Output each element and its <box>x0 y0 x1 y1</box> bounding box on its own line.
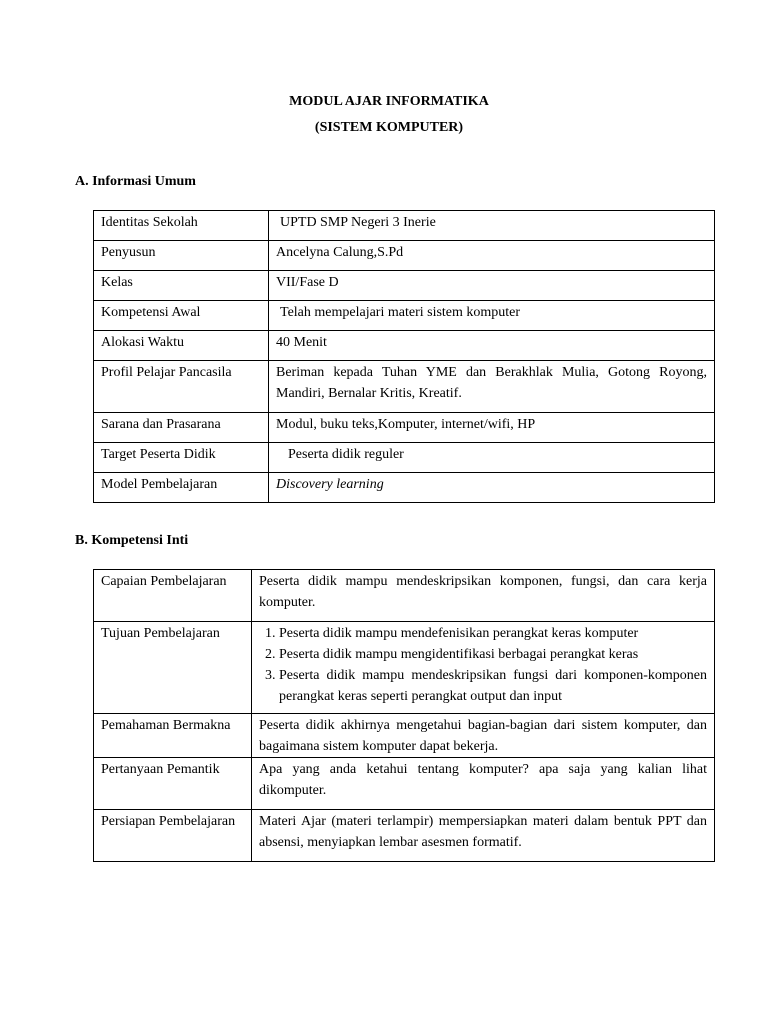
row-label-cell <box>94 443 269 473</box>
section-a-heading: A. Informasi Umum <box>75 174 196 189</box>
tujuan-list <box>259 623 707 707</box>
target-peserta-label: Target Peserta Didik <box>101 447 216 462</box>
pemahaman-value: Peserta didik akhirnya mengetahui bagian-bagian dari sistem komputer, dan bagaimana sistem komputer dapat bekerja. <box>259 718 707 754</box>
row-label-cell <box>94 361 269 413</box>
row-label-cell <box>94 211 269 241</box>
row-value-cell <box>252 810 715 862</box>
capaian-label: Capaian Pembelajaran <box>101 574 227 589</box>
sarana-prasarana-value: Modul, buku teks,Komputer, internet/wifi, HP <box>276 417 536 432</box>
penyusun-value: Ancelyna Calung,S.Pd <box>276 245 404 260</box>
capaian-value: Peserta didik mampu mendeskripsikan komponen, fungsi, dan cara kerja komputer. <box>259 574 707 610</box>
table-row <box>94 758 715 810</box>
table-row <box>94 714 715 758</box>
document-title: MODUL AJAR INFORMATIKA <box>289 94 489 109</box>
kelas-value: VII/Fase D <box>276 275 339 290</box>
informasi-umum-table <box>93 210 715 503</box>
row-label-cell <box>94 714 252 758</box>
row-value-cell <box>252 570 715 622</box>
row-label-cell <box>94 413 269 443</box>
table-row <box>94 301 715 331</box>
table-row <box>94 331 715 361</box>
row-value-cell <box>269 241 715 271</box>
row-label-cell <box>94 241 269 271</box>
alokasi-waktu-value: 40 Menit <box>276 335 327 350</box>
row-label-cell <box>94 622 252 714</box>
table-row <box>94 271 715 301</box>
table-row <box>94 570 715 622</box>
table-row <box>94 361 715 413</box>
sarana-prasarana-label: Sarana dan Prasarana <box>101 417 221 432</box>
list-item: 2. Peserta didik mampu mengidentifikasi berbagai perangkat keras <box>279 644 707 665</box>
target-peserta-value: Peserta didik reguler <box>288 447 404 462</box>
tujuan-label: Tujuan Pembelajaran <box>101 626 220 641</box>
row-value-cell <box>269 413 715 443</box>
row-value-cell <box>269 301 715 331</box>
table-row <box>94 443 715 473</box>
kompetensi-awal-label: Kompetensi Awal <box>101 305 201 320</box>
row-label-cell <box>94 301 269 331</box>
row-label-cell <box>94 331 269 361</box>
table-row <box>94 622 715 714</box>
kompetensi-awal-value: Telah mempelajari materi sistem komputer <box>280 305 521 320</box>
table-row <box>94 413 715 443</box>
kompetensi-inti-table <box>93 569 715 862</box>
row-label-cell <box>94 758 252 810</box>
model-pembelajaran-label: Model Pembelajaran <box>101 477 218 492</box>
pemahaman-label: Pemahaman Bermakna <box>101 718 231 733</box>
list-item: 3. Peserta didik mampu mendeskripsikan fungsi dari komponen-komponen perangkat keras seperti perangkat output dan input <box>279 665 707 707</box>
table-row <box>94 241 715 271</box>
row-value-cell <box>252 622 715 714</box>
persiapan-label: Persiapan Pembelajaran <box>101 814 236 829</box>
table-row <box>94 473 715 503</box>
list-item: 1. Peserta didik mampu mendefenisikan perangkat keras komputer <box>279 623 707 644</box>
profil-pelajar-label: Profil Pelajar Pancasila <box>101 365 232 380</box>
row-value-cell <box>269 443 715 473</box>
profil-pelajar-value: Beriman kepada Tuhan YME dan Berakhlak Mulia, Gotong Royong, Mandiri, Bernalar Kritis, Kreatif. <box>276 365 707 401</box>
persiapan-value: Materi Ajar (materi terlampir) mempersiapkan materi dalam bentuk PPT dan absensi, menyiapkan lembar asesmen formatif. <box>259 814 707 850</box>
row-value-cell <box>252 758 715 810</box>
row-value-cell <box>269 271 715 301</box>
row-label-cell <box>94 570 252 622</box>
table-row <box>94 211 715 241</box>
row-value-cell <box>252 714 715 758</box>
pertanyaan-value: Apa yang anda ketahui tentang komputer? apa saja yang kalian lihat dikomputer. <box>259 762 707 798</box>
row-label-cell <box>94 473 269 503</box>
row-value-cell <box>269 211 715 241</box>
model-pembelajaran-value: Discovery learning <box>276 477 384 492</box>
kelas-label: Kelas <box>101 275 133 290</box>
row-label-cell <box>94 271 269 301</box>
table-row <box>94 810 715 862</box>
row-value-cell <box>269 331 715 361</box>
pertanyaan-label: Pertanyaan Pemantik <box>101 762 220 777</box>
row-value-cell <box>269 473 715 503</box>
identitas-sekolah-value: UPTD SMP Negeri 3 Inerie <box>280 215 436 230</box>
alokasi-waktu-label: Alokasi Waktu <box>101 335 184 350</box>
section-b-heading: B. Kompetensi Inti <box>75 533 189 548</box>
document-subtitle: (SISTEM KOMPUTER) <box>314 120 464 135</box>
penyusun-label: Penyusun <box>101 245 156 260</box>
identitas-sekolah-label: Identitas Sekolah <box>101 215 198 230</box>
row-label-cell <box>94 810 252 862</box>
row-value-cell <box>269 361 715 413</box>
